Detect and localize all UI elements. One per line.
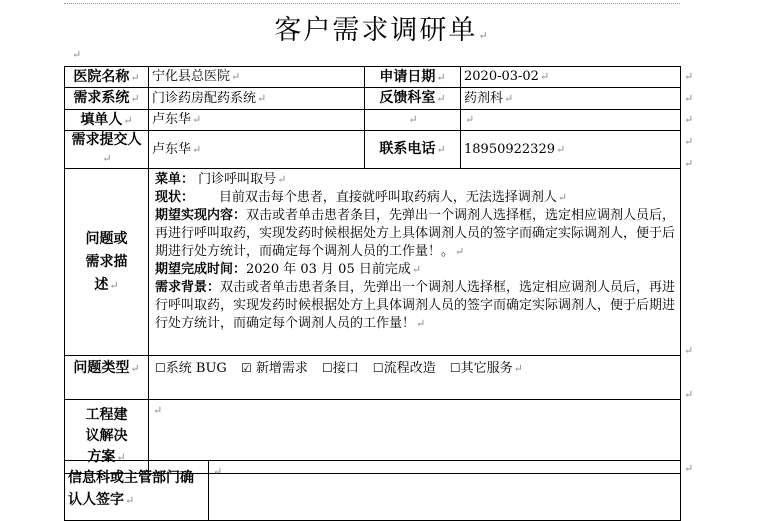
checkbox-unchecked-icon[interactable]: ☐ [372, 361, 384, 375]
row-end-mark: ↵ [684, 462, 694, 475]
checkbox-unchecked-icon[interactable]: ☐ [155, 361, 166, 375]
description-label: 问题或 需求描 述↵ [65, 169, 149, 356]
type-label: 问题类型↵ [65, 356, 149, 400]
system-value[interactable]: 门诊药房配药系统↵ [149, 88, 365, 110]
row-submitter [65, 131, 681, 169]
empty-label-cell: ↵ [365, 110, 461, 131]
row-end-mark: ↵ [684, 113, 694, 126]
request-form-table [64, 66, 681, 474]
row-hospital [65, 67, 681, 88]
filler-value[interactable]: 卢东华↵ [149, 110, 365, 131]
menu-line: 菜单： 门诊呼叫取号↵ [155, 172, 287, 187]
title-text: 客户需求调研单 [274, 15, 478, 46]
empty-value-cell[interactable]: ↵ [461, 110, 681, 131]
checkbox-unchecked-icon[interactable]: ☐ [449, 361, 461, 375]
option-system-bug[interactable]: ☐系统 BUG [155, 361, 227, 376]
row-end-mark: ↵ [684, 70, 694, 83]
deadline-line: 期望完成时间：2020 年 03 月 05 日前完成↵ [155, 262, 422, 277]
option-interface[interactable]: ☐接口 [322, 361, 359, 376]
signature-label: 信息科或主管部门确 认人签字↵ [65, 461, 209, 521]
background-line: 需求背景：双击或者单击患者条目，先弹出一个调剂人选择框，选定相应调剂人员后，再进行呼叫取药，实现发药时候根据处方上具体调剂人员的签字而确定实际调剂人，便于后期进行处方统计，而确定每个调剂人员的工作量！↵ [155, 280, 676, 331]
signature-field[interactable]: ↵ [209, 461, 681, 521]
signature-table [64, 460, 681, 521]
row-end-mark: ↵ [684, 157, 694, 170]
option-new-requirement[interactable]: ☑ 新增需求 [240, 361, 308, 376]
date-label: 申请日期↵ [365, 67, 461, 88]
filler-label: 填单人↵ [65, 110, 149, 131]
para-mark: ↵ [478, 29, 490, 42]
row-filler [65, 110, 681, 131]
row-end-mark: ↵ [684, 135, 694, 148]
solution-field[interactable]: ↵ [149, 400, 681, 474]
row-type [65, 356, 681, 400]
form-title [0, 8, 764, 47]
dept-label: 反馈科室↵ [365, 88, 461, 110]
header-line [64, 3, 680, 4]
date-value[interactable]: 2020-03-02↵ [461, 67, 681, 88]
description-content[interactable] [149, 169, 681, 356]
dept-value[interactable]: 药剂科↵ [461, 88, 681, 110]
row-signature [65, 461, 681, 521]
submitter-value[interactable]: 卢东华↵ [149, 131, 365, 169]
submitter-label: 需求提交人↵ [65, 131, 149, 169]
type-options [149, 356, 681, 400]
status-line: 现状： 目前双击每个患者，直接就呼叫取药病人，无法选择调剂人↵ [155, 190, 568, 205]
row-description [65, 169, 681, 356]
expect-line: 期望实现内容：双击或者单击患者条目，先弹出一个调剂人选择框，选定相应调剂人员后，再进行呼叫取药，实现发药时候根据处方上具体调剂人员的签字而确定实际调剂人，便于后期进行处方统计，而确定每个调剂人员的工作量！。↵ [155, 208, 676, 259]
hospital-label: 医院名称↵ [65, 67, 149, 88]
option-process-change[interactable]: ☐流程改造 [372, 361, 436, 376]
para-mark: ↵ [72, 48, 82, 61]
hospital-value[interactable]: 宁化县总医院↵ [149, 67, 365, 88]
phone-value[interactable]: 18950922329↵ [461, 131, 681, 169]
row-end-mark: ↵ [684, 344, 694, 357]
phone-label: 联系电话↵ [365, 131, 461, 169]
row-end-mark: ↵ [684, 92, 694, 105]
option-other-service[interactable]: ☐其它服务↵ [449, 361, 523, 376]
checkbox-unchecked-icon[interactable]: ☐ [322, 361, 333, 375]
checkbox-checked-icon[interactable]: ☑ [240, 361, 252, 375]
system-label: 需求系统↵ [65, 88, 149, 110]
row-system [65, 88, 681, 110]
solution-label: 工程建 议解决 方案↵ [65, 400, 149, 474]
row-end-mark: ↵ [684, 388, 694, 401]
